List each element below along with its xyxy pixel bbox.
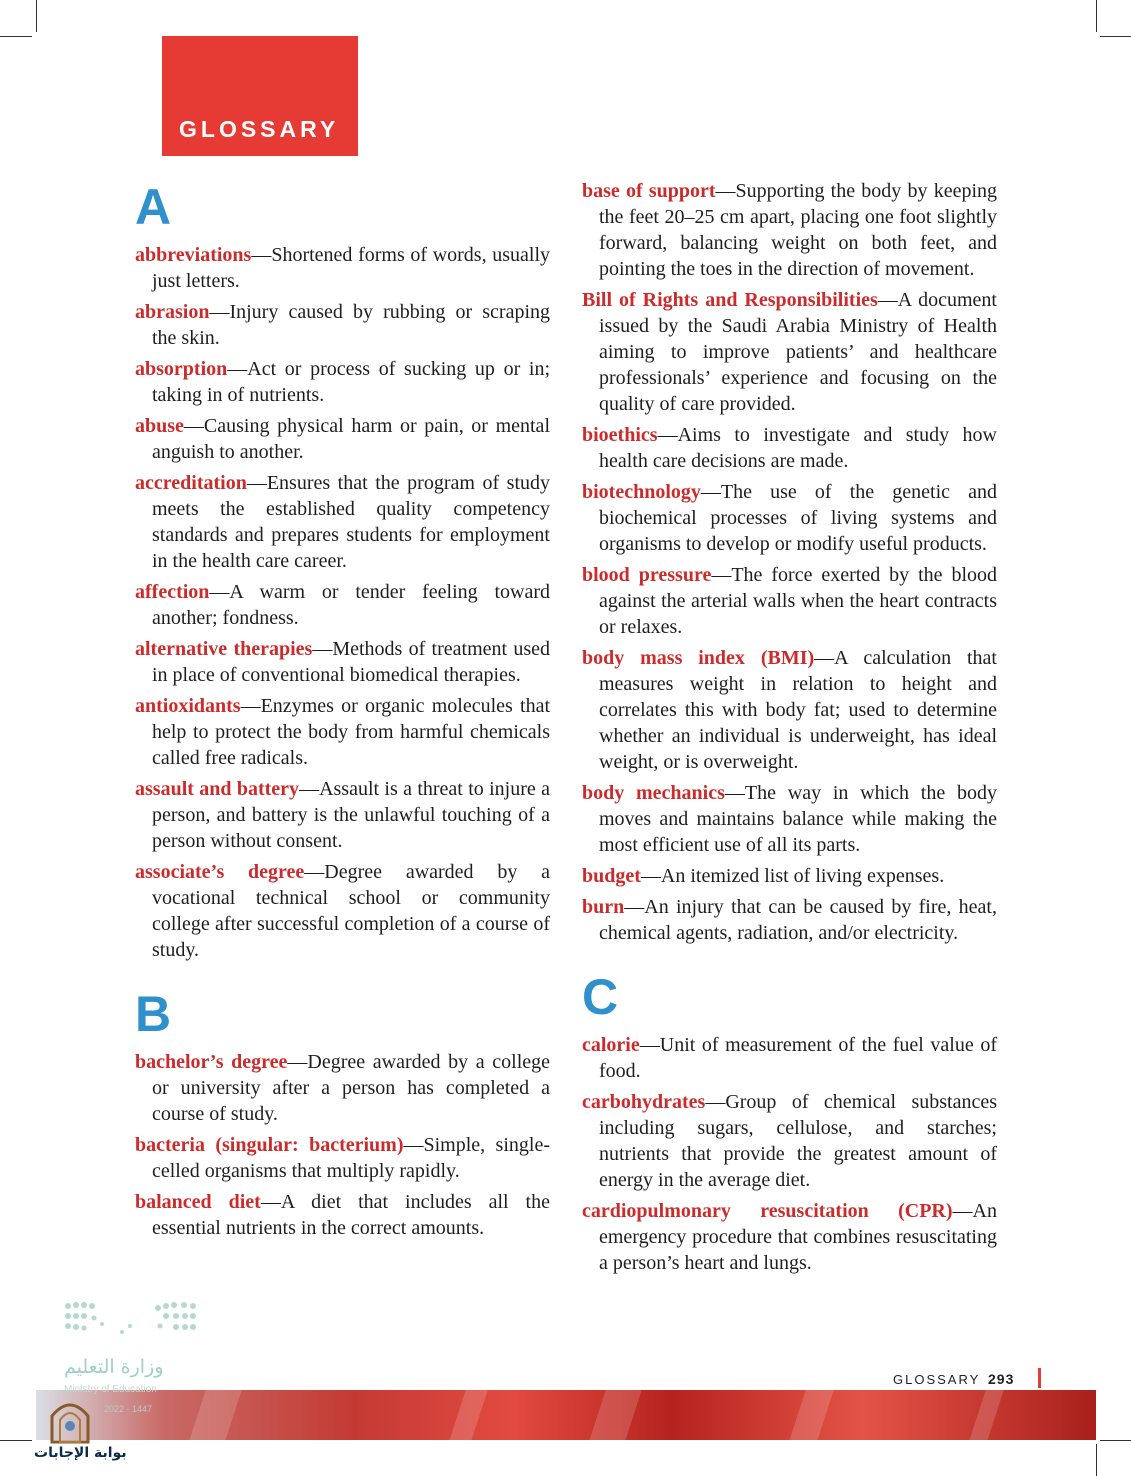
glossary-definition: —Enzymes or organic molecules that help to protect the body from harmful chemicals called free radicals.	[152, 695, 550, 769]
glossary-definition: —The way in which the body moves and maintains balance while making the most efficient use of all its parts.	[599, 782, 997, 856]
glossary-definition: —An itemized list of living expenses.	[640, 865, 945, 887]
glossary-term: bachelor’s degree	[135, 1051, 288, 1073]
crop-mark	[1096, 0, 1097, 32]
crop-mark	[1096, 1444, 1097, 1476]
glossary-definition: —A diet that includes all the essential nutrients in the correct amounts.	[152, 1191, 550, 1239]
glossary-definition: —Aims to investigate and study how health care decisions are made.	[599, 424, 997, 472]
section-letter-b: B	[135, 986, 172, 1042]
glossary-entry	[582, 1032, 997, 1084]
glossary-term: antioxidants	[135, 695, 241, 717]
entry-list-b-continued	[582, 178, 997, 946]
ministry-name-english: Ministry of Education	[64, 1384, 157, 1395]
glossary-definition: —A document issued by the Saudi Arabia Ministry of Health aiming to improve patients’ and healthcare professionals’ experience and focusing on the quality of care provided.	[599, 289, 997, 415]
glossary-entry	[582, 287, 997, 417]
glossary-definition: —Supporting the body by keeping the feet 20–25 cm apart, placing one foot slightly forward, balancing weight on both feet, and pointing the toes in the direction of movement.	[599, 180, 997, 280]
entry-list-a	[135, 242, 550, 963]
glossary-term: abrasion	[135, 301, 210, 323]
glossary-entry	[582, 479, 997, 557]
glossary-entry	[135, 242, 550, 294]
glossary-entry	[135, 579, 550, 631]
glossary-definition: —Injury caused by rubbing or scraping the skin.	[152, 301, 550, 349]
crop-mark	[0, 1440, 32, 1441]
glossary-term: body mass index (BMI)	[582, 647, 815, 669]
glossary-definition: —The use of the genetic and biochemical processes of living systems and organisms to develop or modify useful products.	[599, 481, 997, 555]
crop-mark	[1100, 36, 1131, 37]
glossary-definition: —Assault is a threat to injure a person, and battery is the unlawful touching of a person without consent.	[152, 778, 550, 852]
glossary-entry	[135, 1189, 550, 1241]
glossary-term: abuse	[135, 415, 184, 437]
glossary-term: accreditation	[135, 472, 247, 494]
glossary-entry	[582, 780, 997, 858]
glossary-term: calorie	[582, 1034, 640, 1056]
glossary-term: absorption	[135, 358, 228, 380]
ministry-logo-icon	[62, 1300, 202, 1344]
glossary-definition: —An emergency procedure that combines resuscitating a person’s heart and lungs.	[599, 1200, 997, 1274]
glossary-entry	[135, 859, 550, 963]
glossary-entry	[582, 422, 997, 474]
glossary-definition: —Act or process of sucking up or in; taking in of nutrients.	[152, 358, 550, 406]
glossary-entry	[135, 299, 550, 351]
ministry-name-arabic: وزارة التعليم	[64, 1356, 164, 1378]
glossary-definition: —Methods of treatment used in place of conventional biomedical therapies.	[152, 638, 550, 686]
glossary-term: blood pressure	[582, 564, 712, 586]
entry-list-b	[135, 1049, 550, 1241]
glossary-definition: —An injury that can be caused by fire, heat, chemical agents, radiation, and/or electricity.	[599, 896, 997, 944]
right-column	[582, 178, 997, 1281]
portal-label: بوابة الإجابات	[34, 1445, 127, 1461]
section-letter-a: A	[135, 179, 172, 235]
glossary-definition: —A warm or tender feeling toward another; fondness.	[152, 581, 550, 629]
section-letter-c: C	[582, 969, 619, 1025]
entry-list-c	[582, 1032, 997, 1276]
glossary-term: alternative therapies	[135, 638, 313, 660]
glossary-term: burn	[582, 896, 625, 918]
footer-label: GLOSSARY	[893, 1372, 981, 1387]
glossary-term: biotechnology	[582, 481, 701, 503]
glossary-term: body mechanics	[582, 782, 725, 804]
glossary-term: carbohydrates	[582, 1091, 706, 1113]
glossary-term: assault and battery	[135, 778, 300, 800]
glossary-term: Bill of Rights and Responsibilities	[582, 289, 878, 311]
glossary-definition: —Shortened forms of words, usually just letters.	[152, 244, 550, 292]
glossary-entry	[135, 693, 550, 771]
glossary-term: affection	[135, 581, 210, 603]
crop-mark	[0, 36, 32, 37]
glossary-entry	[582, 894, 997, 946]
left-column	[135, 180, 550, 1246]
glossary-term: abbreviations	[135, 244, 252, 266]
crop-mark	[1100, 1440, 1131, 1441]
glossary-entry	[135, 413, 550, 465]
glossary-entry	[582, 1089, 997, 1193]
glossary-term: associate’s degree	[135, 861, 305, 883]
glossary-definition: —Unit of measurement of the fuel value of food.	[599, 1034, 997, 1082]
glossary-term: bioethics	[582, 424, 658, 446]
portal-logo-icon	[46, 1396, 94, 1444]
glossary-term: base of support	[582, 180, 716, 202]
glossary-entry	[582, 863, 997, 889]
crop-mark	[36, 0, 37, 32]
glossary-definition: —Degree awarded by a college or university after a person has completed a course of study.	[152, 1051, 551, 1125]
glossary-entry	[582, 178, 997, 282]
glossary-definition: —The force exerted by the blood against the arterial walls when the heart contracts or relaxes.	[599, 564, 997, 638]
ministry-year: 2022 - 1447	[104, 1404, 153, 1414]
glossary-header	[162, 36, 358, 156]
footer-banner	[36, 1390, 1096, 1440]
glossary-entry	[582, 1198, 997, 1276]
glossary-definition: —Ensures that the program of study meets the established quality competency standards and prepares students for employment in the health care career.	[152, 472, 550, 572]
glossary-entry	[135, 776, 550, 854]
glossary-definition: —Degree awarded by a vocational technical school or community college after successful completion of a course of study.	[152, 861, 550, 961]
glossary-term: balanced diet	[135, 1191, 261, 1213]
glossary-definition: —Group of chemical substances including sugars, cellulose, and starches; nutrients that provide the greatest amount of energy in the average diet.	[599, 1091, 997, 1191]
footer-divider	[1038, 1368, 1041, 1388]
glossary-term: cardiopulmonary resuscitation (CPR)	[582, 1200, 953, 1222]
glossary-term: budget	[582, 865, 641, 887]
header-title: GLOSSARY	[179, 116, 340, 142]
glossary-entry	[135, 636, 550, 688]
glossary-definition: —Simple, single-celled organisms that multiply rapidly.	[152, 1134, 550, 1182]
glossary-definition: —A calculation that measures weight in relation to height and correlates this with body fat; used to determine whether an individual is underweight, has ideal weight, or is overweight.	[599, 647, 997, 773]
glossary-entry	[582, 645, 997, 775]
glossary-entry	[135, 1049, 550, 1127]
glossary-term: bacteria (singular: bacterium)	[135, 1134, 404, 1156]
glossary-entry	[582, 562, 997, 640]
page-number: 293	[988, 1371, 1015, 1387]
glossary-entry	[135, 356, 550, 408]
glossary-entry	[135, 470, 550, 574]
glossary-definition: —Causing physical harm or pain, or mental anguish to another.	[152, 415, 550, 463]
glossary-entry	[135, 1132, 550, 1184]
